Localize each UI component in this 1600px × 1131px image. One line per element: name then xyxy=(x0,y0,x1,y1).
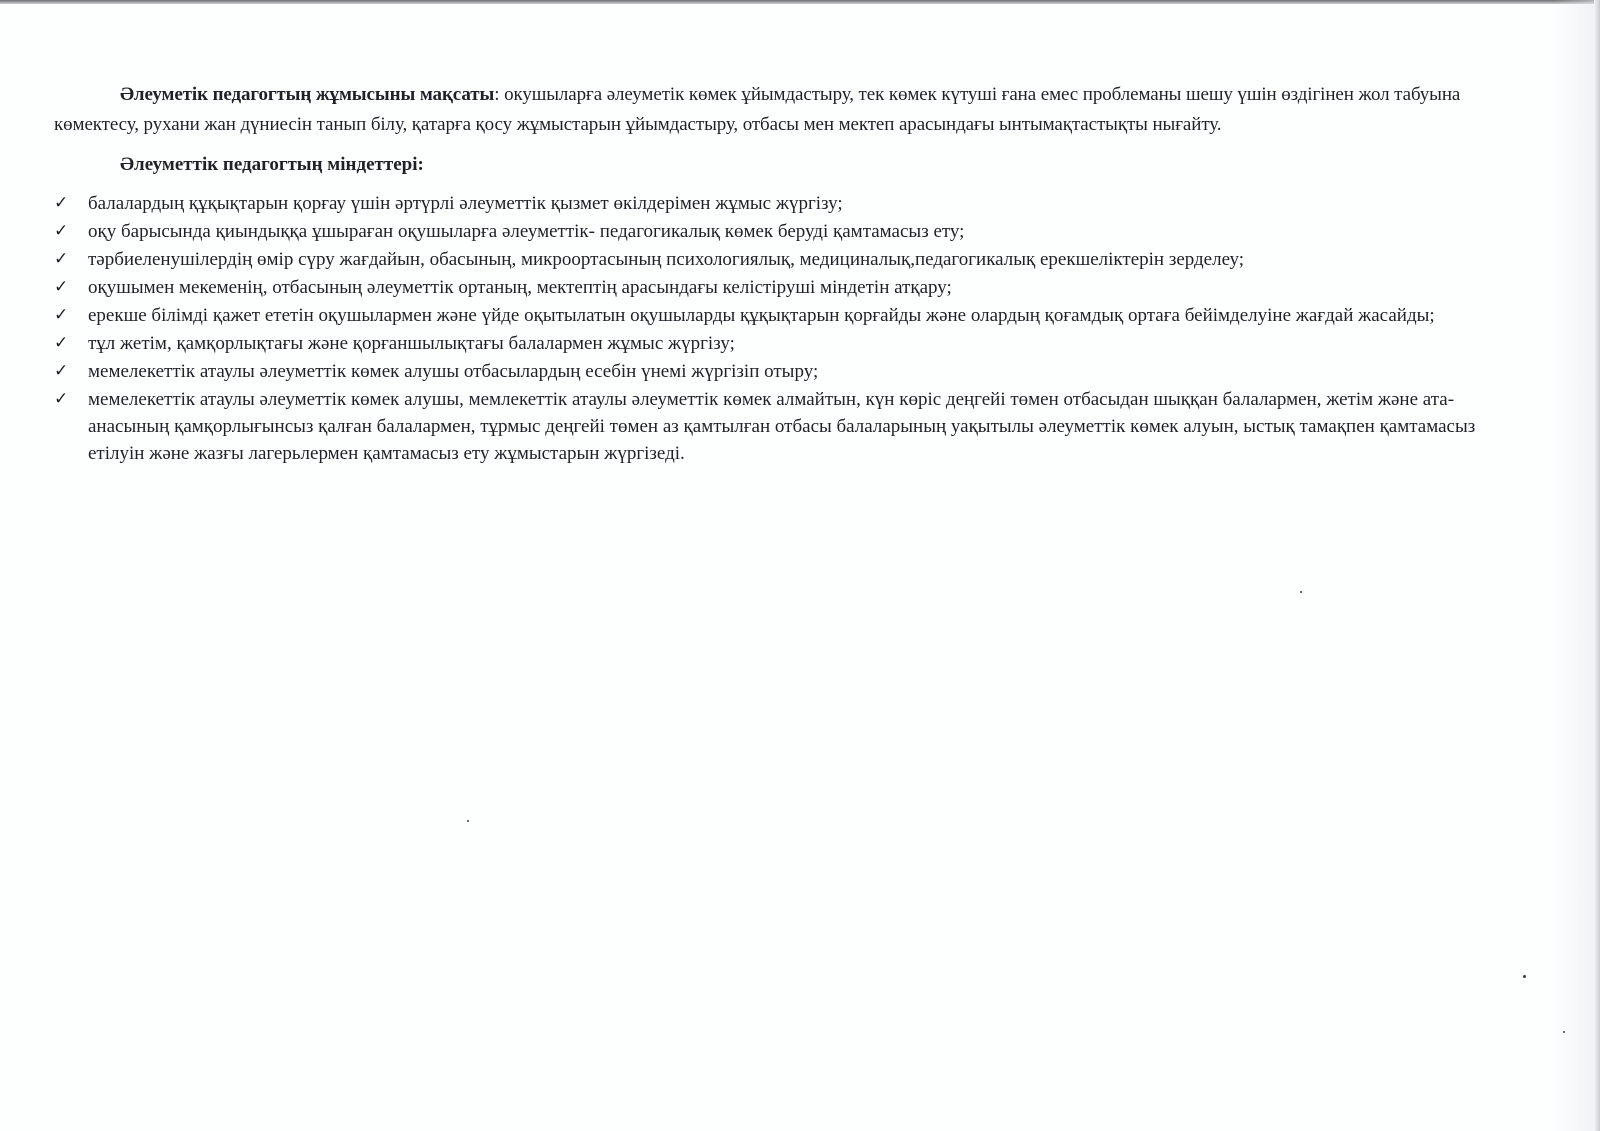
scan-speck xyxy=(467,820,469,822)
scan-speck xyxy=(1563,1031,1565,1033)
checkmark-icon: ✓ xyxy=(54,277,69,297)
checkmark-icon: ✓ xyxy=(54,389,69,409)
purpose-paragraph xyxy=(54,80,1514,140)
task-text: ерекше білімді қажет ететін оқушылармен және үйде оқытылатын оқушыларды құқықтарын қорғайды және олардың қоғамдық ортаға бейімделуіне жағдай жасайды; xyxy=(88,305,1435,326)
document-body xyxy=(54,80,1514,468)
scan-right-shadow xyxy=(1554,0,1594,1131)
task-list xyxy=(54,190,1514,467)
task-text: тәрбиеленушілердің өмір сүру жағдайын, обасының, микроортасының психологиялық, медициналық,педагогикалық ерекшеліктерін зерделеу; xyxy=(88,249,1245,270)
checkmark-icon: ✓ xyxy=(54,193,69,213)
task-text: мемелекеттік атаулы әлеуметтік көмек алушы отбасылардың есебін үнемі жүргізіп отыру; xyxy=(88,361,819,382)
checkmark-icon: ✓ xyxy=(54,221,69,241)
checkmark-icon: ✓ xyxy=(54,249,69,269)
task-item xyxy=(54,274,1514,301)
purpose-label: Әлеуметік педагогтың жұмысыны мақсаты xyxy=(120,84,495,105)
checkmark-icon: ✓ xyxy=(54,361,69,381)
task-text: оқу барысында қиындыққа ұшыраған оқушыларға әлеуметтік- педагогикалық көмек беруді қамтамасыз ету; xyxy=(88,221,965,242)
checkmark-icon: ✓ xyxy=(54,305,69,325)
scan-speck xyxy=(1300,591,1302,593)
tasks-heading: Әлеуметтік педагогтың міндеттері: xyxy=(120,154,424,175)
task-item xyxy=(54,190,1514,217)
purpose-text: : окушыларға әлеуметік көмек ұйымдастыру, тек көмек күтуші ғана емес проблеманы шешу үшін өздігінен жол табуына көмектесу, рухани жан дүниесін танып білу, қатарға қосу жұмыстарын ұйымдастыру, отбасы мен мектеп арасындағы ынтымақтастықты нығайту. xyxy=(54,84,1461,135)
task-item xyxy=(54,302,1514,329)
task-item xyxy=(54,358,1514,385)
checkmark-icon: ✓ xyxy=(54,333,69,353)
task-item xyxy=(54,330,1514,357)
scan-right-edge xyxy=(1594,0,1600,1131)
task-text: оқушымен мекеменің, отбасының әлеуметтік ортаның, мектептің арасындағы келістіруші міндетін атқару; xyxy=(88,277,952,298)
task-item xyxy=(54,246,1514,273)
task-item xyxy=(54,386,1514,467)
task-text: мемелекеттік атаулы әлеуметтік көмек алушы, мемлекеттік атаулы әлеуметтік көмек алмайтын, күн көріс деңгейі төмен отбасыдан шыққан балалармен, жетім және ата-анасының қамқорлығынсыз қалған балалармен, тұрмыс деңгейі төмен аз қамтылған отбасы балаларының уақытылы әлеуметтік көмек алуын, ыстық тамақпен қамтамасыз етілуін және жазғы лагерьлермен қамтамасыз ету жұмыстарын жүргізеді. xyxy=(88,389,1476,464)
task-item xyxy=(54,218,1514,245)
task-text: балалардың құқықтарын қорғау үшін әртүрлі әлеуметтік қызмет өкілдерімен жұмыс жүргізу; xyxy=(88,193,843,214)
task-text: тұл жетім, қамқорлықтағы және қорғаншылықтағы балалармен жұмыс жүргізу; xyxy=(88,333,735,354)
scan-speck xyxy=(1523,975,1526,978)
scan-top-edge xyxy=(0,0,1600,4)
